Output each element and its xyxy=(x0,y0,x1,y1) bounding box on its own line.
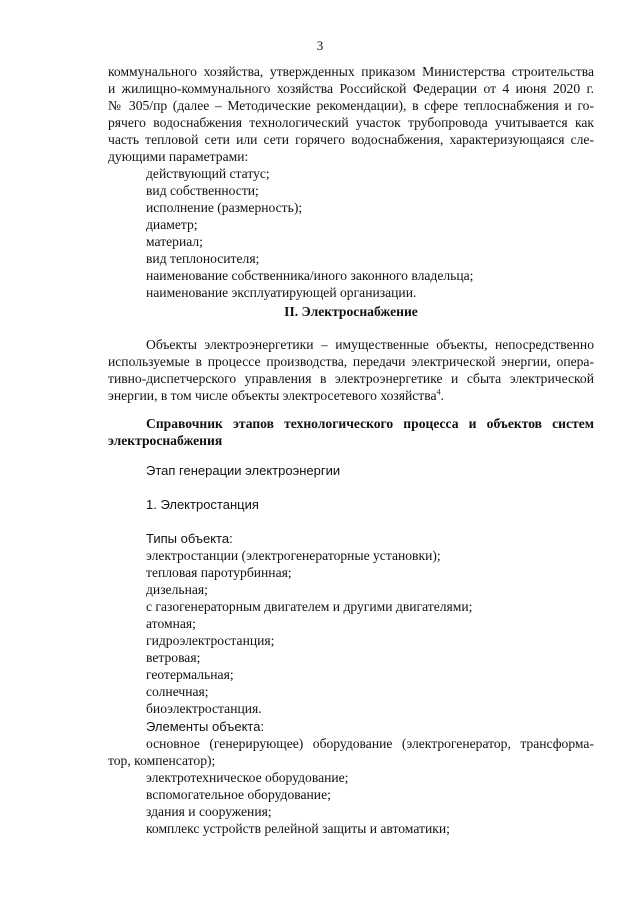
object-elements xyxy=(108,718,594,837)
list-item: комплекс устройств релейной защиты и автоматики; xyxy=(146,821,450,836)
stage-label: Этап генерации электроэнергии xyxy=(146,463,341,478)
parameters-list xyxy=(108,165,594,301)
paragraph-intro xyxy=(108,63,594,165)
list-item: атомная; xyxy=(146,616,196,631)
handbook-heading xyxy=(108,415,594,449)
list-item: электротехническое оборудование; xyxy=(146,770,349,785)
list-item: гидроэлектростанция; xyxy=(146,633,275,648)
section-title: II. Электроснабжение xyxy=(284,304,418,319)
list-item: основное (генерирующее) оборудование (электрогенератор, трансформа- xyxy=(146,736,594,751)
footnote-reference[interactable]: 4 xyxy=(436,387,441,397)
list-item: наименование эксплуатирующей организации. xyxy=(146,285,417,300)
list-item: диаметр; xyxy=(146,217,198,232)
text-line: коммунального хозяйства, утвержденных приказом Министерства строительства xyxy=(108,64,594,79)
list-item: с газогенераторным двигателем и другими двигателями; xyxy=(146,599,473,614)
text-line xyxy=(108,387,594,404)
text-line: Объекты электроэнергетики – имущественные объекты, непосредственно xyxy=(146,337,594,352)
list-item: ветровая; xyxy=(146,650,201,665)
list-item: дизельная; xyxy=(146,582,208,597)
list-item: здания и сооружения; xyxy=(146,804,272,819)
text-line: тивно-диспетчерского управления в электроэнергетике и сбыта электрической xyxy=(108,371,594,386)
list-item: исполнение (размерность); xyxy=(146,200,303,215)
object-title xyxy=(108,496,594,513)
object-types xyxy=(108,530,594,717)
list-item: вид теплоносителя; xyxy=(146,251,260,266)
text-line: дующими параметрами: xyxy=(108,149,249,164)
text-fragment: . xyxy=(440,388,444,403)
list-item: наименование собственника/иного законного владельца; xyxy=(146,268,474,283)
list-item: вид собственности; xyxy=(146,183,259,198)
list-item: геотермальная; xyxy=(146,667,234,682)
text-line: № 305/пр (далее – Методические рекомендации), в сфере теплоснабжения и го- xyxy=(108,98,594,113)
stage-title xyxy=(108,462,594,479)
page-number: 3 xyxy=(316,38,324,53)
list-item: солнечная; xyxy=(146,684,209,699)
list-item: материал; xyxy=(146,234,203,249)
text-fragment: энергии, в том числе объекты электросетевого хозяйства xyxy=(108,388,437,403)
types-label: Типы объекта: xyxy=(146,531,233,546)
heading-line: электроснабжения xyxy=(108,433,223,448)
heading-line: Справочник этапов технологического процесса и объектов систем xyxy=(146,416,594,431)
text-line: и жилищно-коммунального хозяйства Российской Федерации от 4 июня 2020 г. xyxy=(108,81,594,96)
elements-label: Элементы объекта: xyxy=(146,719,265,734)
list-item-continuation: тор, компенсатор); xyxy=(108,753,216,768)
list-item: вспомогательное оборудование; xyxy=(146,787,331,802)
paragraph-definition xyxy=(108,336,594,404)
text-line: используемые в процессе производства, передачи электрической энергии, опера- xyxy=(108,354,594,369)
text-line: часть тепловой сети или сети горячего водоснабжения, характеризующаяся сле- xyxy=(108,132,594,147)
object-label: 1. Электростанция xyxy=(146,497,259,512)
text-line: рячего водоснабжения технологический участок трубопровода учитывается как xyxy=(108,115,594,130)
list-item: биоэлектростанция. xyxy=(146,701,262,716)
list-item: действующий статус; xyxy=(146,166,270,181)
list-item: тепловая паротурбинная; xyxy=(146,565,292,580)
list-item: электростанции (электрогенераторные установки); xyxy=(146,548,441,563)
section-heading xyxy=(108,303,594,320)
